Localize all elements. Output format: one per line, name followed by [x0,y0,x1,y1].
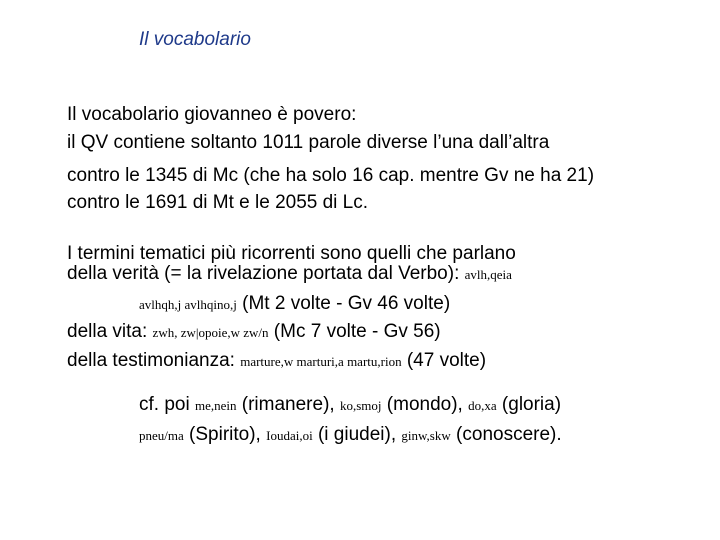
text-line: il QV contiene soltanto 1011 parole diverse l’una dall’altra [67,132,550,153]
greek-term: marture,w marturi,a martu,rion [240,354,402,369]
text-segment: (rimanere), [236,394,340,415]
text-line [139,393,561,418]
text-line [67,349,486,374]
greek-term: Ioudai,oi [266,428,313,443]
greek-term: pneu/ma [139,428,184,443]
text-segment: (gloria) [496,394,562,415]
greek-term: ginw,skw [401,428,451,443]
slide-title: Il vocabolario [139,29,251,50]
greek-term: ko,smoj [339,398,382,413]
text-line [139,423,562,448]
text-segment: (mondo), [381,394,469,415]
text-segment: cf. poi [139,394,195,415]
text-line [139,292,450,317]
text-segment: della verità (= la rivelazione portata dal Verbo): [67,263,465,284]
text-segment: (Spirito), [183,424,267,445]
text-segment: (47 volte) [401,350,487,371]
text-line [67,262,512,287]
text-segment: della vita: [67,321,153,342]
greek-term: zwh, zw|opoie,w zw/n [152,325,269,340]
text-line: I termini tematici più ricorrenti sono quelli che parlano [67,243,516,264]
text-segment: (Mc 7 volte - Gv 56) [268,321,441,342]
text-segment: (i giudei), [312,424,402,445]
text-segment: della testimonianza: [67,350,241,371]
greek-term: me,nein [194,398,237,413]
greek-term: do,xa [468,398,497,413]
greek-term: avlhqh,j avlhqino,j [139,297,237,312]
greek-term: avlh,qeia [464,267,512,282]
text-line: contro le 1691 di Mt e le 2055 di Lc. [67,192,369,213]
text-line: Il vocabolario giovanneo è povero: [67,104,357,125]
text-segment: (Mt 2 volte - Gv 46 volte) [236,293,451,314]
text-line [67,320,441,345]
text-segment: (conoscere). [450,424,562,445]
text-line: contro le 1345 di Mc (che ha solo 16 cap. mentre Gv ne ha 21) [67,165,595,186]
